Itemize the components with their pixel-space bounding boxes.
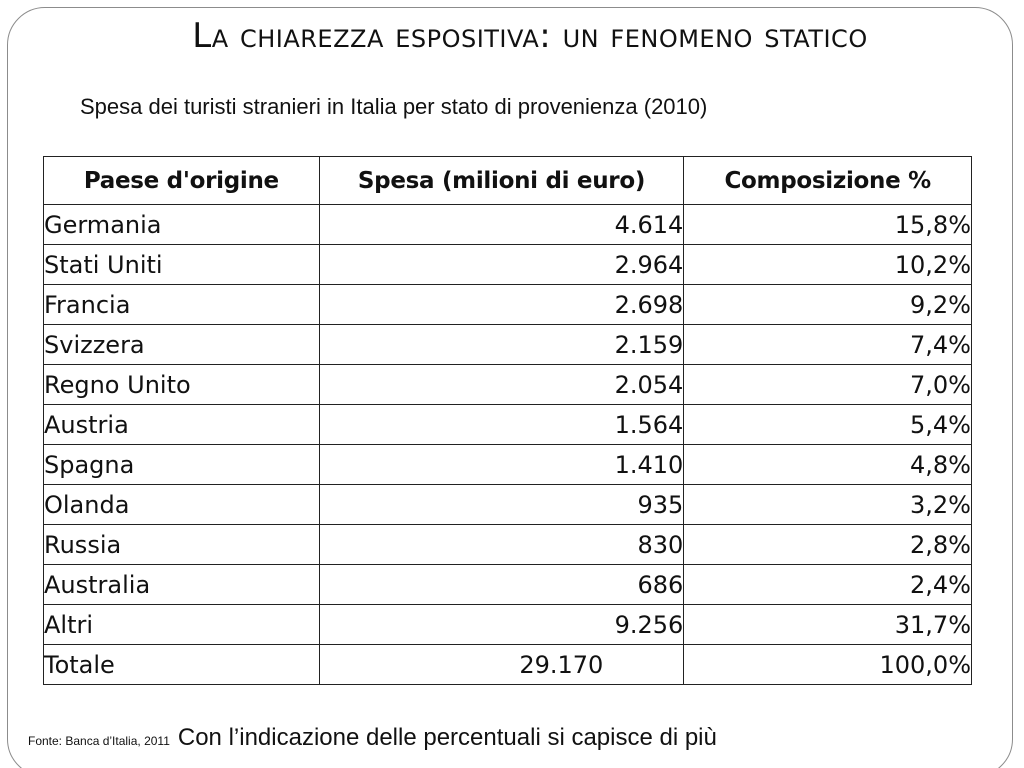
spending-cell: 2.159 — [319, 325, 684, 365]
country-cell: Russia — [44, 525, 320, 565]
share-cell: 5,4% — [684, 405, 972, 445]
share-cell: 10,2% — [684, 245, 972, 285]
spending-cell: 29.170 — [319, 645, 684, 685]
table-row — [44, 205, 972, 245]
share-cell: 31,7% — [684, 605, 972, 645]
share-cell: 7,0% — [684, 365, 972, 405]
total-row — [44, 645, 972, 685]
spending-cell: 1.564 — [319, 405, 684, 445]
table-header-row — [44, 157, 972, 205]
spending-cell: 2.698 — [319, 285, 684, 325]
country-cell: Austria — [44, 405, 320, 445]
country-cell: Altri — [44, 605, 320, 645]
header-country: Paese d'origine — [44, 157, 320, 205]
country-cell: Germania — [44, 205, 320, 245]
slide-footer — [28, 724, 717, 752]
spending-cell: 686 — [319, 565, 684, 605]
takeaway-note: Con l’indicazione delle percentuali si capisce di più — [177, 724, 717, 751]
country-cell: Olanda — [44, 485, 320, 525]
table-row — [44, 365, 972, 405]
table-row — [44, 565, 972, 605]
spending-cell: 2.054 — [319, 365, 684, 405]
header-spending: Spesa (milioni di euro) — [319, 157, 684, 205]
spending-cell: 1.410 — [319, 445, 684, 485]
share-cell: 4,8% — [684, 445, 972, 485]
share-cell: 100,0% — [684, 645, 972, 685]
source-note: Fonte: Banca d’Italia, 2011 — [28, 734, 170, 748]
slide-title: La chiarezza espositiva: un fenomeno statico — [192, 16, 868, 56]
share-cell: 2,4% — [684, 565, 972, 605]
share-cell: 3,2% — [684, 485, 972, 525]
table-caption: Spesa dei turisti stranieri in Italia per stato di provenienza (2010) — [80, 94, 708, 119]
table-row — [44, 285, 972, 325]
table-row — [44, 525, 972, 565]
spending-cell: 4.614 — [319, 205, 684, 245]
share-cell: 9,2% — [684, 285, 972, 325]
spending-cell: 935 — [319, 485, 684, 525]
spending-cell: 2.964 — [319, 245, 684, 285]
country-cell: Francia — [44, 285, 320, 325]
table-row — [44, 245, 972, 285]
country-cell: Svizzera — [44, 325, 320, 365]
header-share: Composizione % — [684, 157, 972, 205]
spending-cell: 830 — [319, 525, 684, 565]
table-row — [44, 445, 972, 485]
table-row — [44, 405, 972, 445]
table-row — [44, 605, 972, 645]
country-cell: Regno Unito — [44, 365, 320, 405]
country-cell: Stati Uniti — [44, 245, 320, 285]
country-cell: Spagna — [44, 445, 320, 485]
spending-cell: 9.256 — [319, 605, 684, 645]
share-cell: 2,8% — [684, 525, 972, 565]
share-cell: 7,4% — [684, 325, 972, 365]
share-cell: 15,8% — [684, 205, 972, 245]
table-row — [44, 485, 972, 525]
tourist-spending-table — [43, 156, 972, 685]
country-cell: Australia — [44, 565, 320, 605]
table-row — [44, 325, 972, 365]
country-cell: Totale — [44, 645, 320, 685]
